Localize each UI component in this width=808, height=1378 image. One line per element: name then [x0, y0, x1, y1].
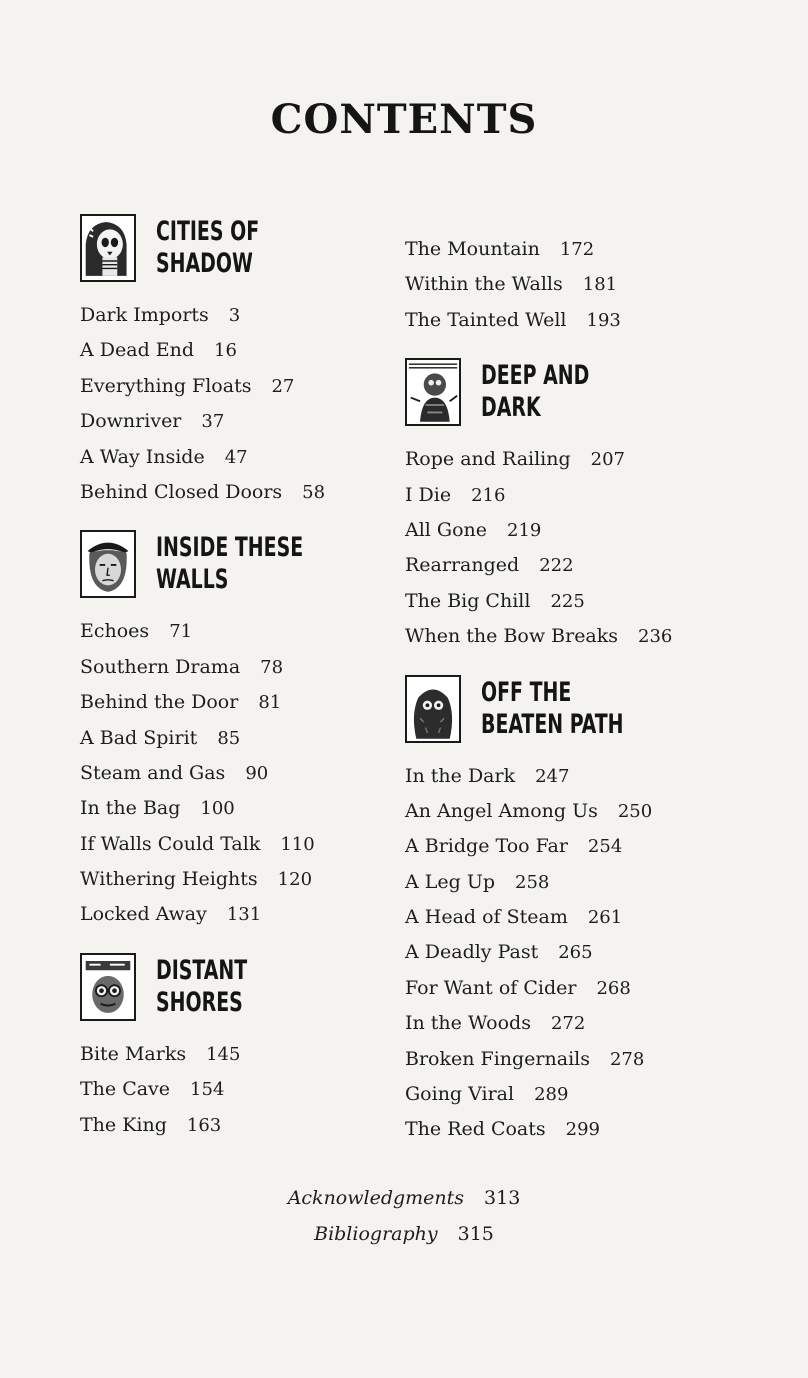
page-number: 222 [539, 555, 574, 577]
left-column [80, 212, 460, 1143]
chapter-title: A Bad Spirit [80, 726, 198, 749]
page-number: 254 [587, 836, 623, 858]
toc-entry-acknowledgments[interactable] [0, 1180, 808, 1216]
chapter-title: Echoes [80, 620, 150, 643]
toc-entry[interactable] [405, 1006, 785, 1041]
toc-entry[interactable] [80, 897, 460, 932]
toc-entry[interactable] [80, 756, 460, 791]
page-number: 261 [587, 907, 623, 929]
part-title: DEEP AND DARK [481, 360, 590, 424]
chapter-title: Going Viral [405, 1083, 515, 1106]
page-number: 216 [471, 484, 506, 506]
toc-entry[interactable] [80, 1037, 460, 1072]
chapter-title: The Red Coats [405, 1118, 546, 1141]
toc-entry[interactable] [405, 442, 785, 477]
part-header-off-the-beaten-path [405, 673, 785, 745]
chapter-title: A Bridge Too Far [405, 835, 568, 858]
page-number: 250 [617, 800, 653, 822]
toc-entry[interactable] [405, 900, 785, 935]
shaggy-creature-icon [405, 675, 461, 743]
chapter-title: Broken Fingernails [405, 1047, 590, 1070]
part-title: DISTANT SHORES [156, 954, 248, 1018]
chapter-title: A Head of Steam [405, 906, 568, 929]
toc-entry[interactable] [80, 827, 460, 862]
page-number: 272 [550, 1013, 586, 1035]
toc-entry[interactable] [80, 685, 460, 720]
part-header-deep-and-dark [405, 356, 785, 428]
toc-entry[interactable] [80, 614, 460, 649]
chapter-title: Withering Heights [80, 868, 258, 891]
toc-entry[interactable] [80, 791, 460, 826]
chapter-title: A Dead End [80, 339, 195, 362]
page-number: 85 [217, 727, 241, 749]
chapter-title: The Big Chill [405, 589, 531, 612]
chapter-list-off-the-beaten-path [405, 759, 785, 1148]
page-number: 172 [559, 239, 595, 260]
chapter-title: Bite Marks [80, 1042, 187, 1065]
toc-entry[interactable] [405, 971, 785, 1006]
page-number: 120 [277, 869, 313, 891]
toc-entry[interactable] [405, 794, 785, 829]
chapter-title: Dark Imports [80, 304, 209, 326]
toc-entry[interactable] [405, 548, 785, 583]
page-number: 265 [558, 942, 593, 964]
diver-figure-icon [405, 358, 461, 426]
part-title: INSIDE THESE WALLS [156, 532, 304, 596]
page-number: 258 [515, 871, 550, 893]
page-number: 37 [201, 411, 225, 433]
toc-entry[interactable] [405, 232, 785, 267]
page-number: 58 [302, 481, 326, 503]
toc-entry-bibliography[interactable] [0, 1216, 808, 1252]
page-number: 71 [169, 621, 193, 643]
page-number: 289 [534, 1084, 569, 1106]
toc-entry[interactable] [405, 1112, 785, 1147]
toc-entry[interactable] [405, 267, 785, 302]
chapter-list-distant-shores-a [80, 1037, 460, 1143]
goggled-head-icon [80, 953, 136, 1021]
chapter-title: A Leg Up [405, 870, 495, 893]
toc-entry[interactable] [80, 1072, 460, 1107]
chapter-title: Steam and Gas [80, 761, 226, 784]
page-number: 181 [582, 274, 618, 296]
page-number: 100 [200, 798, 235, 820]
chapter-title: Behind Closed Doors [80, 480, 283, 503]
chapter-title: Within the Walls [405, 273, 563, 296]
part-header-inside-these-walls [80, 528, 460, 600]
chapter-title: Downriver [80, 410, 182, 433]
toc-entry[interactable] [405, 1042, 785, 1077]
page-number: 145 [206, 1043, 241, 1065]
chapter-list-deep-and-dark [405, 442, 785, 654]
page-number: 131 [226, 904, 262, 926]
toc-entry[interactable] [405, 478, 785, 513]
skull-figure-icon [80, 214, 136, 282]
toc-entry[interactable] [405, 513, 785, 548]
chapter-list-inside-these-walls [80, 614, 460, 933]
page-number: 193 [586, 309, 621, 331]
chapter-title: Locked Away [80, 903, 207, 926]
chapter-title: If Walls Could Talk [80, 832, 261, 855]
chapter-title: Southern Drama [80, 655, 241, 678]
toc-entry[interactable] [405, 303, 785, 338]
toc-entry[interactable] [405, 619, 785, 654]
page-number: 110 [280, 833, 315, 855]
page-number: 268 [596, 977, 631, 999]
page-number: 313 [484, 1187, 521, 1209]
toc-entry[interactable] [80, 721, 460, 756]
back-matter-title: Acknowledgments [287, 1187, 465, 1209]
chapter-title: The Cave [80, 1078, 171, 1101]
part-title: OFF THE BEATEN PATH [481, 676, 624, 740]
chapter-title: Behind the Door [80, 691, 239, 714]
page-number: 78 [260, 656, 284, 678]
chapter-title: The Tainted Well [405, 308, 567, 331]
chapter-title: When the Bow Breaks [405, 625, 619, 648]
chapter-title: Everything Floats [80, 374, 252, 397]
page-number: 299 [565, 1119, 600, 1141]
chapter-list-cities-of-shadow [80, 298, 460, 510]
chapter-title: All Gone [405, 518, 488, 541]
toc-entry[interactable] [80, 369, 460, 404]
toc-entry[interactable] [80, 650, 460, 685]
toc-entry[interactable] [405, 865, 785, 900]
part-title: CITIES OF SHADOW [156, 216, 260, 279]
page-number: 16 [214, 340, 237, 362]
toc-entry[interactable] [405, 759, 785, 794]
page-number: 81 [258, 692, 282, 714]
part-header-cities-of-shadow [80, 212, 460, 284]
chapter-title: An Angel Among Us [405, 799, 598, 822]
page-number: 225 [550, 590, 585, 612]
page-number: 315 [457, 1223, 494, 1245]
right-column [405, 232, 785, 1148]
toc-entry[interactable] [80, 404, 460, 439]
page-number: 3 [228, 305, 241, 326]
page-number: 278 [609, 1048, 645, 1070]
page-number: 163 [186, 1114, 222, 1136]
chapter-title: Rearranged [405, 554, 520, 577]
chapter-title: I Die [405, 483, 452, 506]
toc-entry[interactable] [80, 862, 460, 897]
back-matter-title: Bibliography [314, 1223, 438, 1245]
toc-entry[interactable] [405, 829, 785, 864]
chapter-title: The King [80, 1113, 167, 1136]
page-number: 27 [271, 375, 295, 397]
back-matter-list [0, 1180, 808, 1252]
page-title: CONTENTS [270, 96, 538, 143]
page-number: 236 [638, 626, 673, 648]
page-number: 247 [535, 765, 570, 787]
chapter-title: In the Bag [80, 797, 181, 820]
page-number: 219 [507, 519, 542, 541]
toc-entry[interactable] [405, 584, 785, 619]
page-number: 154 [190, 1079, 225, 1101]
page-number: 207 [590, 449, 626, 471]
toc-entry[interactable] [80, 333, 460, 368]
chapter-title: A Way Inside [80, 445, 205, 468]
page-number: 47 [224, 446, 248, 468]
toc-entry[interactable] [405, 1077, 785, 1112]
chapter-title: Rope and Railing [405, 448, 571, 471]
chapter-title: In the Dark [405, 764, 516, 787]
chapter-title: A Deadly Past [405, 941, 539, 964]
toc-entry[interactable] [80, 1108, 460, 1143]
chapter-list-distant-shores-b [405, 232, 785, 338]
toc-entry[interactable] [80, 440, 460, 475]
hatted-face-icon [80, 530, 136, 598]
part-header-distant-shores [80, 951, 460, 1023]
page-number: 90 [245, 762, 269, 784]
chapter-title: For Want of Cider [405, 976, 577, 999]
chapter-title: In the Woods [405, 1012, 531, 1035]
chapter-title: The Mountain [405, 238, 540, 260]
toc-entry[interactable] [80, 298, 460, 333]
toc-entry[interactable] [405, 935, 785, 970]
toc-entry[interactable] [80, 475, 460, 510]
